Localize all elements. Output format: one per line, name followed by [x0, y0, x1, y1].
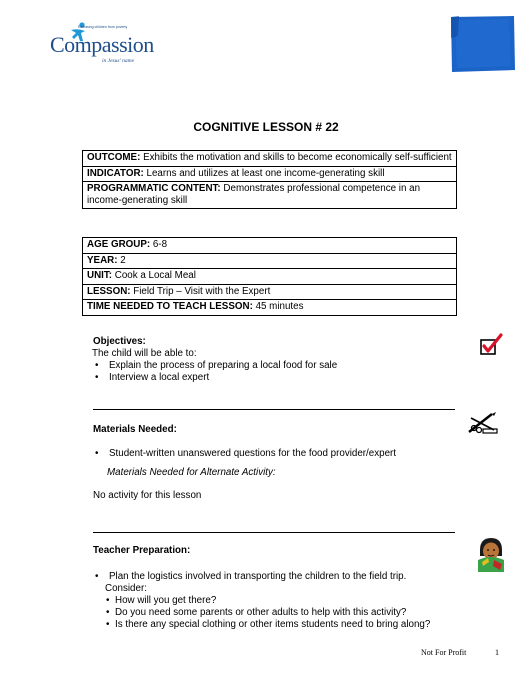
teacher-icon [476, 536, 506, 574]
objectives-heading: Objectives: [93, 336, 146, 347]
indicator-text: Learns and utilizes at least one income-generating skill [143, 167, 385, 179]
time-row [83, 300, 456, 315]
pencil-scissors-icon [466, 410, 500, 436]
lesson-value: Field Trip – Visit with the Expert [130, 285, 271, 297]
blue-block-image [449, 16, 516, 72]
indicator-label: INDICATOR: [87, 167, 144, 179]
objectives-section [93, 336, 463, 384]
unit-label: UNIT: [87, 270, 113, 281]
materials-section [93, 424, 463, 502]
content-text: Demonstrates professional competence in an income-generating skill [87, 183, 421, 206]
lesson-info-box [82, 237, 457, 316]
indicator-row [83, 167, 456, 183]
section-divider [93, 409, 455, 410]
logo-wordmark: Compassion [50, 32, 154, 57]
time-label: TIME NEEDED TO TEACH LESSON: [87, 301, 253, 312]
page-number: 1 [495, 648, 499, 657]
content-label: PROGRAMMATIC CONTENT: [87, 183, 221, 194]
consider-item: • How will you get there? [93, 595, 463, 607]
lesson-row [83, 285, 456, 301]
time-value: 45 minutes [252, 301, 304, 312]
teacher-prep-item: • Plan the logistics involved in transporting the children to the field trip. [93, 571, 463, 583]
logo-tagline: Releasing children from poverty [78, 25, 128, 29]
age-row [83, 238, 456, 254]
logo-subtitle: in Jesus' name [102, 58, 135, 64]
consider-label: Consider: [105, 583, 147, 594]
outcome-box [82, 150, 457, 209]
section-divider [93, 532, 455, 533]
lesson-label: LESSON: [87, 285, 131, 297]
unit-row [83, 269, 456, 285]
consider-item: • Do you need some parents or other adults to help with this activity? [93, 607, 463, 619]
footer-not-for-profit: Not For Profit [421, 648, 467, 657]
objectives-intro: The child will be able to: [92, 348, 197, 359]
outcome-label: OUTCOME: [87, 152, 141, 163]
checkbox-check-icon [479, 333, 505, 357]
unit-value: Cook a Local Meal [112, 270, 196, 281]
year-label: YEAR: [87, 254, 118, 266]
outcome-text: Exhibits the motivation and skills to become economically self-sufficient [140, 152, 452, 163]
alt-materials-text: No activity for this lesson [93, 490, 202, 501]
age-value: 6-8 [150, 239, 168, 250]
materials-heading: Materials Needed: [93, 424, 177, 435]
objective-item: • Explain the process of preparing a local food for sale [93, 360, 463, 372]
year-row [83, 254, 456, 270]
teacher-prep-section [93, 545, 463, 631]
consider-item: • Is there any special clothing or other items students need to bring along? [93, 619, 463, 631]
lesson-title: COGNITIVE LESSON # 22 [193, 120, 339, 134]
teacher-prep-heading: Teacher Preparation: [93, 545, 191, 556]
objective-item: • Interview a local expert [93, 372, 463, 384]
year-value: 2 [117, 254, 126, 266]
compassion-logo [50, 22, 165, 70]
material-item: • Student-written unanswered questions for the food provider/expert [93, 448, 463, 460]
outcome-row [83, 151, 456, 167]
alt-materials-heading: Materials Needed for Alternate Activity: [107, 467, 276, 478]
age-label: AGE GROUP: [87, 239, 151, 250]
content-row [83, 182, 456, 208]
